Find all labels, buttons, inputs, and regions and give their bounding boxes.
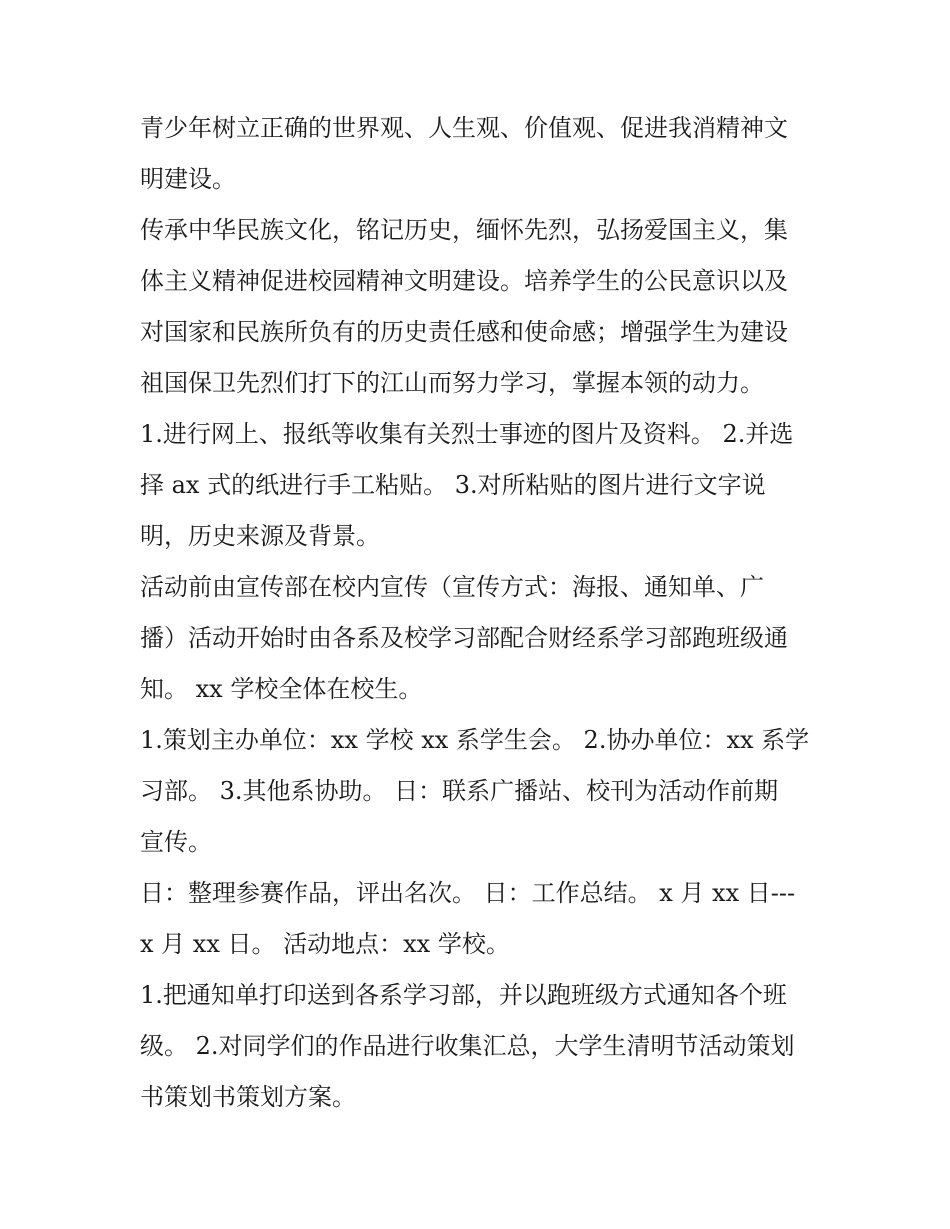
text-line: 传承中华民族文化，铭记历史，缅怀先烈，弘扬爱国主义，集 xyxy=(140,216,788,244)
text-line: 明，历史来源及背景。 xyxy=(140,522,380,550)
paragraph-2 xyxy=(140,205,820,409)
text-line: 择 ax 式的纸进行手工粘贴。 3.对所粘贴的图片进行文字说 xyxy=(140,471,766,499)
text-line: 1.进行网上、报纸等收集有关烈士事迹的图片及资料。 2.并选 xyxy=(140,420,794,448)
text-line: 1.策划主办单位：xx 学校 xx 系学生会。 2.协办单位：xx 系学 xyxy=(140,726,810,754)
text-line: x 月 xx 日。 活动地点：xx 学校。 xyxy=(140,930,510,958)
text-line: 习部。 3.其他系协助。 日：联系广播站、校刊为活动作前期 xyxy=(140,777,779,805)
text-line: 对国家和民族所负有的历史责任感和使命感；增强学生为建设 xyxy=(140,318,788,346)
paragraph-4 xyxy=(140,562,820,715)
text-line: 明建设。 xyxy=(140,165,236,193)
text-line: 播）活动开始时由各系及校学习部配合财经系学习部跑班级通 xyxy=(140,624,788,652)
text-line: 活动前由宣传部在校内宣传（宣传方式：海报、通知单、广 xyxy=(140,573,764,601)
text-line: 日：整理参赛作品，评出名次。 日：工作总结。 x 月 xx 日--- xyxy=(140,879,796,907)
document-page xyxy=(140,103,820,1123)
text-line: 级。 2.对同学们的作品进行收集汇总，大学生清明节活动策划 xyxy=(140,1032,795,1060)
paragraph-5 xyxy=(140,715,820,868)
text-line: 青少年树立正确的世界观、人生观、价值观、促进我消精神文 xyxy=(140,114,788,142)
paragraph-6 xyxy=(140,868,820,970)
text-line: 1.把通知单打印送到各系学习部，并以跑班级方式通知各个班 xyxy=(140,981,787,1009)
text-line: 体主义精神促进校园精神文明建设。培养学生的公民意识以及 xyxy=(140,267,788,295)
text-line: 祖国保卫先烈们打下的江山而努力学习，掌握本领的动力。 xyxy=(140,369,764,397)
paragraph-1 xyxy=(140,103,820,205)
paragraph-7 xyxy=(140,970,820,1123)
paragraph-3 xyxy=(140,409,820,562)
text-line: 书策划书策划方案。 xyxy=(140,1083,356,1111)
text-line: 宣传。 xyxy=(140,828,212,856)
text-line: 知。 xx 学校全体在校生。 xyxy=(140,675,423,703)
